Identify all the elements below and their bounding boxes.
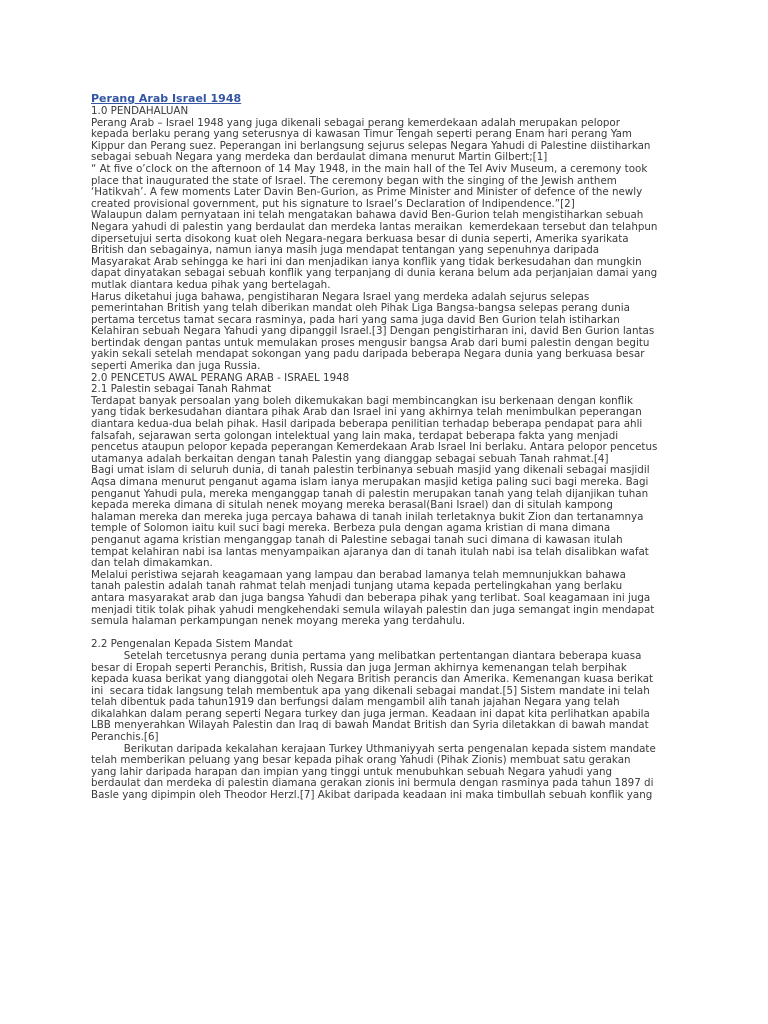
text-line: Masyarakat Arab sehingga ke hari ini dan menjadikan ianya konflik yang tidak berkesudahan dan mungkin xyxy=(91,255,642,268)
text-line: dapat dinyatakan sebagai sebuah konflik yang terpanjang di dunia kerana belum ada perjanjaian damai yang xyxy=(91,267,658,280)
text-line: bertindak dengan pantas untuk memulakan proses mengusir bangsa Arab dari bumi palestin dengan begitu xyxy=(91,336,650,349)
text-line: Peranchis.[6] xyxy=(91,731,159,744)
text-line: Perang Arab – Israel 1948 yang juga dikenali sebagai perang kemerdekaan adalah merupakan pelopor xyxy=(91,116,620,129)
paragraph xyxy=(91,292,680,373)
text-line: Kippur dan Perang suez. Peperangan ini berlangsung sejurus selepas Negara Yahudi di Palestine diistiharkan xyxy=(91,139,651,152)
text-line: place that inaugurated the state of Israel. The ceremony began with the singing of the Jewish anthem xyxy=(91,174,617,187)
text-line: antara masyarakat arab dan juga bangsa Yahudi dan beberapa pihak yang terlibat. Soal keagamaan ini juga xyxy=(91,591,651,604)
text-line: “ At five o’clock on the afternoon of 14 May 1948, in the main hall of the Tel Aviv Museum, a ceremony took xyxy=(91,162,648,175)
text-line: Setelah tercetusnya perang dunia pertama yang melibatkan pertentangan diantara beberapa kuasa xyxy=(91,649,642,662)
text-line: Walaupun dalam pernyataan ini telah mengatakan bahawa david Ben-Gurion telah mengistiharkan sebuah xyxy=(91,209,644,222)
text-line: falsafah, sejarawan serta golongan intelektual yang lain maka, terdapat beberapa fakta yang menjadi xyxy=(91,429,619,442)
text-line: tanah palestin adalah tanah rahmat telah menjadi tunjang utama kepada pertelingkahan yang berlaku xyxy=(91,580,623,593)
text-line: telah dibentuk pada tahun1919 dan berfungsi dalam mengambil alih tanah jajahan Negara yang telah xyxy=(91,696,620,709)
paragraph xyxy=(91,570,680,628)
text-line: yang lahir daripada harapan dan impian yang tinggi untuk menubuhkan sebuah Negara yahudi yang xyxy=(91,765,613,778)
document-title[interactable]: Perang Arab Israel 1948 xyxy=(91,92,242,105)
section-heading: 2.0 PENCETUS AWAL PERANG ARAB - ISRAEL 1948 xyxy=(91,371,350,384)
text-line: sebagai sebuah Negara yang merdeka dan berdaulat dimana menurut Martin Gilbert;[1] xyxy=(91,151,548,164)
text-line: yang tidak berkesudahan diantara pihak Arab dan Israel ini yang akhirnya telah menimbulkan peperangan xyxy=(91,406,642,419)
subsection-heading: 2.2 Pengenalan Kepada Sistem Mandat xyxy=(91,638,293,651)
text-line: ini secara tidak langsung telah membentuk apa yang dikenali sebagai mandat.[5] Sistem mandate ini telah xyxy=(91,684,650,697)
text-line: tempat kelahiran nabi isa lantas menyampaikan ajaranya dan di tanah itulah nabi isa telah disalibkan wafat xyxy=(91,545,649,558)
text-line: LBB menyerahkan Wilayah Palestin dan Iraq di bawah Mandat British dan Syria diletakkan di bawah mandat xyxy=(91,719,649,732)
text-line: kepada berlaku perang yang seterusnya di kawasan Timur Tengah seperti perang Enam hari perang Yam xyxy=(91,128,632,141)
paragraph xyxy=(91,118,680,164)
section-heading: 1.0 PENDAHALUAN xyxy=(91,105,189,117)
text-line: ‘Hatikvah’. A few moments Later Davin Ben-Gurion, as Prime Minister and Minister of defence of the newly xyxy=(91,186,643,199)
text-line: pemerintahan British yang telah diberikan mandat oleh Pihak Liga Bangsa-bangsa selepas perang dunia xyxy=(91,302,630,315)
text-line: Aqsa dimana menurut penganut agama islam ianya merupakan masjid ketiga paling suci bagi mereka. Bagi xyxy=(91,476,649,488)
paragraph xyxy=(91,651,680,744)
text-line: kepada mereka dimana di situlah nenek moyang mereka berasal(Bani Israel) dan di situlah kampong xyxy=(91,499,613,512)
text-line: utamanya adalah berkaitan dengan tanah Palestin yang dianggap sebagai sebuah Tanah rahmat.[4] xyxy=(91,452,609,465)
text-line: British dan sebagainya, namun ianya masih juga mendapat tentangan yang sepenuhnya daripada xyxy=(91,244,600,257)
text-line: halaman mereka dan mereka juga percaya bahawa di tanah inilah terletaknya bukit Zion dan tertanamnya xyxy=(91,510,644,523)
text-line: Negara yahudi di palestin yang berdaulat dan merdeka lantas meraikan kemerdekaan tersebut dan telahpun xyxy=(91,220,658,233)
text-line: Kelahiran sebuah Negara Yahudi yang dipanggil Israel.[3] Dengan pengistirharan ini, david Ben Gurion lantas xyxy=(91,325,655,338)
text-line: menjadi titik tolak pihak yahudi mengkehendaki semula wilayah palestin dan juga semangat ingin mendapat xyxy=(91,603,655,616)
text-line: dan telah dimakamkan. xyxy=(91,557,213,570)
text-line: telah memberikan peluang yang besar kepada pihak orang Yahudi (Pihak Zionis) membuat satu gerakan xyxy=(91,754,631,767)
paragraph xyxy=(91,210,680,291)
text-line: semula halaman perkampungan nenek moyang mereka yang terdahulu. xyxy=(91,615,466,628)
text-line: pertama tercetus tamat secara rasminya, pada hari yang sama juga david Ben Gurion telah istiharkan xyxy=(91,313,620,326)
text-line: berdaulat dan merdeka di palestin diamana gerakan zionis ini bermula dengan rasminya pada tahun 1897 di xyxy=(91,777,654,790)
paragraph xyxy=(91,744,680,802)
text-line: Basle yang dipimpin oleh Theodor Herzl.[7] Akibat daripada keadaan ini maka timbullah sebuah konflik yang xyxy=(91,789,653,802)
subsection-heading: 2.1 Palestin sebagai Tanah Rahmat xyxy=(91,383,272,396)
text-line: Terdapat banyak persoalan yang boleh dikemukakan bagi membincangkan isu berkenaan dengan konflik xyxy=(91,394,633,407)
text-line: pencetus ataupun pelopor kepada peperangan Kemerdekaan Arab Israel Ini berlaku. Antara pelopor pencetus xyxy=(91,441,658,454)
text-line: created provisional government, put his signature to Israel’s Declaration of Indipendence.”[2] xyxy=(91,197,575,210)
text-line: besar di Eropah seperti Peranchis, British, Russia dan juga Jerman akhirnya kemenangan telah berpihak xyxy=(91,661,627,674)
text-line: Berikutan daripada kekalahan kerajaan Turkey Uthmaniyyah serta pengenalan kepada sistem mandate xyxy=(91,742,656,755)
text-line: penganut agama kristian menganggap tanah di Palestine sebagai tanah suci dimana di kawasan itulah xyxy=(91,533,623,546)
text-line: temple of Solomon iaitu kuil suci bagi mereka. Berbeza pula dengan agama kristian di mana dimana xyxy=(91,522,611,535)
text-line: diantara kedua-dua belah pihak. Hasil daripada beberapa penilitian terhadap beberapa pendapat para ahli xyxy=(91,418,643,431)
text-line: seperti Amerika dan juga Russia. xyxy=(91,360,261,373)
text-line: dipersetujui serta disokong kuat oleh Negara-negara berkuasa besar di dunia seperti, Amerika syarikata xyxy=(91,232,629,245)
text-line: penganut Yahudi pula, mereka menganggap tanah di palestin merupakan tanah yang telah dijanjikan tuhan xyxy=(91,487,649,500)
text-line: yakin sekali setelah mendapat sokongan yang padu daripada beberapa Negara dunia yang berkuasa besar xyxy=(91,348,645,361)
paragraph xyxy=(91,396,680,466)
text-line: Melalui peristiwa sejarah keagamaan yang lampau dan berabad lamanya telah memnunjukkan bahawa xyxy=(91,568,626,581)
text-line: dikalahkan dalam perang seperti Negara turkey dan juga jerman. Keadaan ini dapat kita perlihatkan apabila xyxy=(91,707,650,720)
text-line: kepada kuasa berikat yang dianggotai oleh Negara British perancis dan Amerika. Kemenangan kuasa berikat xyxy=(91,673,654,686)
text-line: mutlak diantara kedua pihak yang bertelagah. xyxy=(91,278,331,291)
quote-paragraph xyxy=(91,164,680,210)
text-line: Harus diketahui juga bahawa, pengistiharan Negara Israel yang merdeka adalah sejurus selepas xyxy=(91,290,590,303)
text-line: Bagi umat islam di seluruh dunia, di tanah palestin terbinanya sebuah masjid yang dikenali sebagai masjidil xyxy=(91,464,650,477)
paragraph xyxy=(91,465,680,569)
